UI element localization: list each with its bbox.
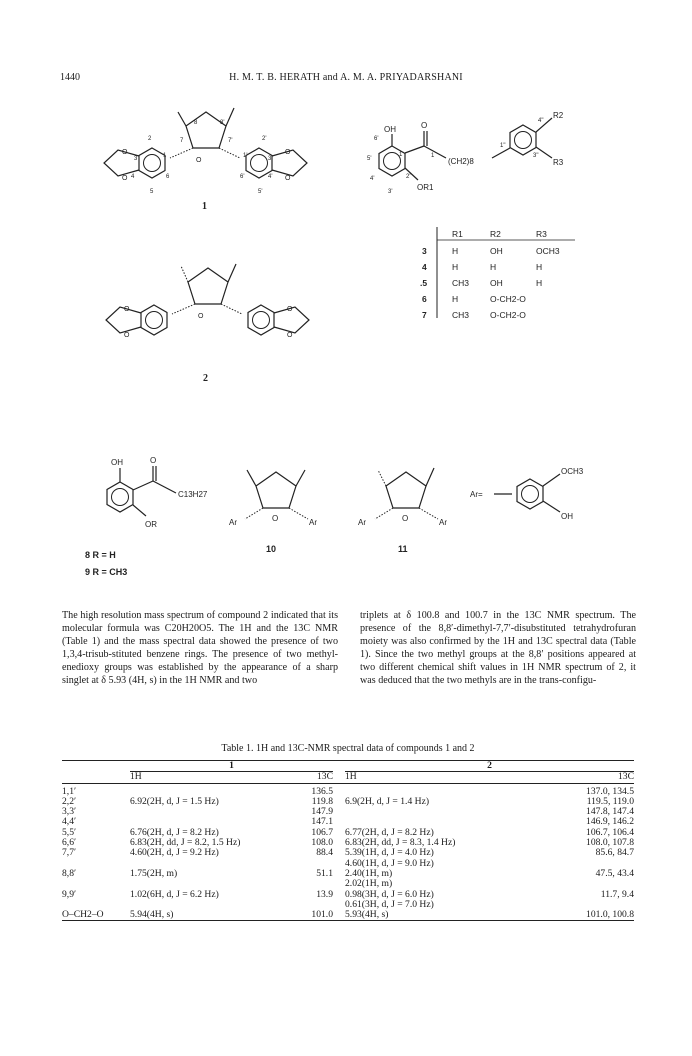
atom-number: 2' bbox=[406, 174, 411, 180]
cell-c1: 101.0 bbox=[283, 910, 333, 921]
cell-pos: 2,2′ bbox=[62, 795, 77, 807]
spacer-cell bbox=[333, 879, 345, 889]
or-label: OR bbox=[145, 520, 157, 529]
h-header: 1H bbox=[345, 772, 495, 783]
cell-h2: 6.77(2H, d, J = 8.2 Hz) bbox=[345, 826, 434, 838]
acyl-chain-label: (CH2)8 bbox=[448, 157, 474, 166]
cell-c2: 11.7, 9.4 bbox=[600, 888, 634, 900]
atom-number: 4 bbox=[131, 174, 135, 180]
structure-1 bbox=[104, 108, 307, 212]
or1-label: OR1 bbox=[417, 183, 434, 192]
r2-label: R2 bbox=[553, 111, 564, 120]
cell-h2: 0.61(3H, d, J = 7.0 Hz) bbox=[345, 898, 434, 910]
atom-number: 1' bbox=[243, 153, 248, 159]
cell-h2: 6.83(2H, dd, J = 8.3, 1.4 Hz) bbox=[345, 837, 456, 849]
row-id: 3 bbox=[422, 246, 427, 256]
atom-number: 8 bbox=[194, 120, 198, 126]
table-caption: Table 1. 1H and 13C-NMR spectral data of compounds 1 and 2 bbox=[221, 743, 475, 754]
spacer-cell bbox=[333, 828, 345, 838]
atom-number: 8' bbox=[220, 120, 225, 126]
atom-number: 2' bbox=[262, 136, 267, 142]
spacer-cell bbox=[333, 807, 345, 817]
cell-c1: 88.4 bbox=[316, 847, 333, 859]
aryl-label: Ar bbox=[309, 518, 317, 527]
cell-h2: 6.9(2H, d, J = 1.4 Hz) bbox=[345, 795, 430, 807]
methoxy-label: OCH3 bbox=[561, 467, 584, 476]
spacer-cell bbox=[333, 900, 345, 910]
row-r1: CH3 bbox=[452, 278, 470, 288]
row-r1: CH3 bbox=[452, 310, 470, 320]
compound-label: 1 bbox=[202, 201, 207, 212]
atom-number: 6' bbox=[240, 174, 245, 180]
cell-pos: 1,1′ bbox=[62, 785, 77, 797]
structure-phenol-ketone bbox=[367, 111, 564, 195]
table-row bbox=[62, 797, 634, 807]
header-r1: R1 bbox=[452, 229, 463, 239]
row-r2: OH bbox=[490, 246, 503, 256]
cell-h2 bbox=[345, 807, 495, 817]
row-id: .5 bbox=[420, 278, 428, 288]
spacer-cell bbox=[333, 797, 345, 807]
c-header: 13C bbox=[283, 772, 333, 783]
aryl-label: Ar bbox=[439, 518, 447, 527]
cell-h1 bbox=[130, 783, 283, 797]
oxygen-label: O bbox=[122, 149, 128, 156]
row-id: 6 bbox=[422, 294, 427, 304]
cell-h1 bbox=[130, 807, 283, 817]
atom-number: 6 bbox=[166, 174, 170, 180]
header-r3: R3 bbox=[536, 229, 547, 239]
spacer-cell bbox=[333, 817, 345, 827]
ring-oxygen-label: O bbox=[402, 514, 409, 523]
cell-pos: 6,6′ bbox=[62, 837, 77, 849]
hydroxyl-label: OH bbox=[111, 458, 123, 467]
row-id: 4 bbox=[422, 262, 427, 272]
atom-number: 3' bbox=[388, 189, 393, 195]
compound-label: 11 bbox=[398, 544, 408, 554]
row-r2: O-CH2-O bbox=[490, 294, 526, 304]
atom-number: 5 bbox=[150, 189, 154, 195]
carbonyl-oxygen-label: O bbox=[150, 456, 157, 465]
atom-number: 5' bbox=[367, 156, 372, 162]
nmr-table bbox=[62, 760, 634, 921]
cell-c2: 106.7, 106.4 bbox=[586, 826, 634, 838]
cell-c2: 147.8, 147.4 bbox=[586, 806, 634, 818]
structure-8-9 bbox=[85, 456, 208, 577]
h-header: 1H bbox=[130, 772, 283, 783]
atom-number: 4" bbox=[538, 118, 544, 124]
compound-label: 2 bbox=[203, 373, 208, 384]
group-1-header: 1 bbox=[130, 761, 333, 772]
running-authors: H. M. T. B. HERATH and A. M. A. PRIYADARSHANI bbox=[229, 72, 463, 83]
row-r2: H bbox=[490, 262, 497, 272]
table-row bbox=[62, 807, 634, 817]
structure-11 bbox=[358, 468, 447, 554]
row-r3: H bbox=[536, 278, 543, 288]
ring-oxygen-label: O bbox=[272, 514, 279, 523]
spacer-cell bbox=[333, 783, 345, 797]
cell-pos: 5,5′ bbox=[62, 826, 77, 838]
cell-c2: 108.0, 107.8 bbox=[586, 837, 634, 849]
oxygen-label: O bbox=[124, 332, 130, 339]
header-r2: R2 bbox=[490, 229, 501, 239]
atom-number: 1" bbox=[500, 143, 506, 149]
structure-2 bbox=[106, 264, 309, 384]
cell-h1: 1.75(2H, m) bbox=[130, 867, 178, 879]
cell-c2: 119.5, 119.0 bbox=[586, 795, 634, 807]
cell-c1: 119.8 bbox=[311, 795, 333, 807]
row-id: 7 bbox=[422, 310, 427, 320]
cell-c2: 137.0, 134.5 bbox=[586, 785, 634, 797]
row-r3: OCH3 bbox=[536, 246, 560, 256]
cell-c2: 146.9, 146.2 bbox=[586, 816, 634, 828]
hydroxyl-label: OH bbox=[561, 512, 573, 521]
row-r1: H bbox=[452, 262, 459, 272]
cell-h2 bbox=[345, 783, 495, 797]
cell-c2: 101.0, 100.8 bbox=[495, 910, 634, 921]
cell-h1: 4.60(2H, d, J = 9.2 Hz) bbox=[130, 847, 219, 859]
aryl-definition bbox=[470, 467, 584, 521]
cell-pos: 7,7′ bbox=[62, 847, 77, 859]
aryl-label: Ar bbox=[358, 518, 366, 527]
r3-label: R3 bbox=[553, 158, 564, 167]
spacer-cell bbox=[333, 859, 345, 869]
cell-c1: 51.1 bbox=[316, 867, 333, 879]
cell-h2: 4.60(1H, d, J = 9.0 Hz) bbox=[345, 857, 434, 869]
atom-number: 4' bbox=[268, 174, 273, 180]
compound-label: 10 bbox=[266, 544, 277, 554]
cell-c1: 13.9 bbox=[316, 888, 333, 900]
atom-number: 2 bbox=[148, 136, 152, 142]
cell-h1: 6.83(2H, dd, J = 8.2, 1.5 Hz) bbox=[130, 837, 241, 849]
cell-c1: 136.5 bbox=[311, 785, 333, 797]
aryl-definition-label: Ar= bbox=[470, 490, 483, 499]
substituent-table bbox=[420, 227, 575, 320]
cell-c2: 47.5, 43.4 bbox=[595, 867, 634, 879]
spacer-cell bbox=[333, 838, 345, 848]
cell-h2: 2.40(1H, m) bbox=[345, 867, 393, 879]
row-r3: H bbox=[536, 262, 543, 272]
body-column-right: triplets at δ 100.8 and 100.7 in the 13C NMR spectrum. The presence of the 8,8′-dimethyl-7,7′-disubstituted tetrahydrofuran moiety was also confirmed by the 1H and 13C spectral data (Table 1). Since the two methyl groups at the 8,8′ positions appeared at two different chemical shift values in 1H NMR spectrum of 2, it was deduced that the two methyls are in the trans-configu- bbox=[360, 610, 636, 686]
cell-pos: 8,8′ bbox=[62, 867, 77, 879]
atom-number: 3 bbox=[134, 156, 138, 162]
cell-pos: 9,9′ bbox=[62, 888, 77, 900]
oxygen-label: O bbox=[287, 332, 293, 339]
spacer-cell bbox=[333, 910, 345, 921]
cell-c1: 147.1 bbox=[311, 816, 333, 828]
carbonyl-oxygen-label: O bbox=[421, 121, 428, 130]
cell-h1: 1.02(6H, d, J = 6.2 Hz) bbox=[130, 888, 219, 900]
cell-h1: 6.92(2H, d, J = 1.5 Hz) bbox=[130, 795, 219, 807]
cell-h2: 0.98(3H, d, J = 6.0 Hz) bbox=[345, 888, 434, 900]
compound-label: 8 R = H bbox=[85, 550, 116, 560]
atom-number: 1' bbox=[399, 152, 404, 158]
atom-number: 1 bbox=[163, 153, 167, 159]
atom-number: 3' bbox=[268, 156, 273, 162]
atom-number: 7 bbox=[180, 138, 184, 144]
cell-pos: O–CH2–O bbox=[62, 910, 130, 921]
cell-h1: 6.76(2H, d, J = 8.2 Hz) bbox=[130, 826, 219, 838]
cell-c1: 106.7 bbox=[311, 826, 333, 838]
cell-pos: 4,4′ bbox=[62, 816, 77, 828]
aryl-label: Ar bbox=[229, 518, 237, 527]
cell-c1: 108.0 bbox=[311, 837, 333, 849]
cell-h1: 5.94(4H, s) bbox=[130, 910, 283, 921]
spacer-cell bbox=[333, 869, 345, 879]
cell-c1: 147.9 bbox=[311, 806, 333, 818]
structure-10 bbox=[229, 470, 317, 554]
hydroxyl-label: OH bbox=[384, 125, 396, 134]
row-r2: O-CH2-O bbox=[490, 310, 526, 320]
cell-h2: 5.93(4H, s) bbox=[345, 910, 495, 921]
atom-number: 5' bbox=[258, 189, 263, 195]
table-row bbox=[62, 783, 634, 797]
ring-oxygen-label: O bbox=[196, 157, 202, 164]
row-r2: OH bbox=[490, 278, 503, 288]
spacer-cell bbox=[333, 848, 345, 858]
cell-c2: 85.6, 84.7 bbox=[595, 847, 634, 859]
side-chain-label: C13H27 bbox=[178, 490, 208, 499]
cell-h2: 2.02(1H, m) bbox=[345, 878, 393, 890]
compound-label: 9 R = CH3 bbox=[85, 567, 128, 577]
atom-number: 3" bbox=[533, 153, 539, 159]
body-column-left: The high resolution mass spectrum of compound 2 indicated that its molecular formula was C20H20O5. The 1H and the 13C NMR (Table 1) and the mass spectral data showed the presence of two 1,3,4-trisub-stituted benzene rings. The presence of two methyl-enedioxy groups was established by the appearance of a sharp singlet at δ 5.93 (4H, s) in the 1H NMR and two bbox=[62, 610, 338, 686]
oxygen-label: O bbox=[124, 306, 130, 313]
row-r1: H bbox=[452, 294, 459, 304]
table-row bbox=[62, 910, 634, 921]
oxygen-label: O bbox=[287, 306, 293, 313]
spacer-cell bbox=[333, 890, 345, 900]
atom-number: 1 bbox=[431, 153, 435, 159]
group-2-header: 2 bbox=[345, 761, 634, 772]
atom-number: 6' bbox=[374, 136, 379, 142]
oxygen-label: O bbox=[285, 175, 291, 182]
ring-oxygen-label: O bbox=[198, 313, 204, 320]
c-header: 13C bbox=[495, 772, 634, 783]
oxygen-label: O bbox=[285, 149, 291, 156]
row-r1: H bbox=[452, 246, 459, 256]
atom-number: 4' bbox=[370, 176, 375, 182]
page-number: 1440 bbox=[60, 72, 80, 83]
atom-number: 7' bbox=[228, 138, 233, 144]
cell-pos: 3,3′ bbox=[62, 806, 77, 818]
oxygen-label: O bbox=[122, 175, 128, 182]
cell-h2: 5.39(1H, d, J = 4.0 Hz) bbox=[345, 847, 434, 859]
